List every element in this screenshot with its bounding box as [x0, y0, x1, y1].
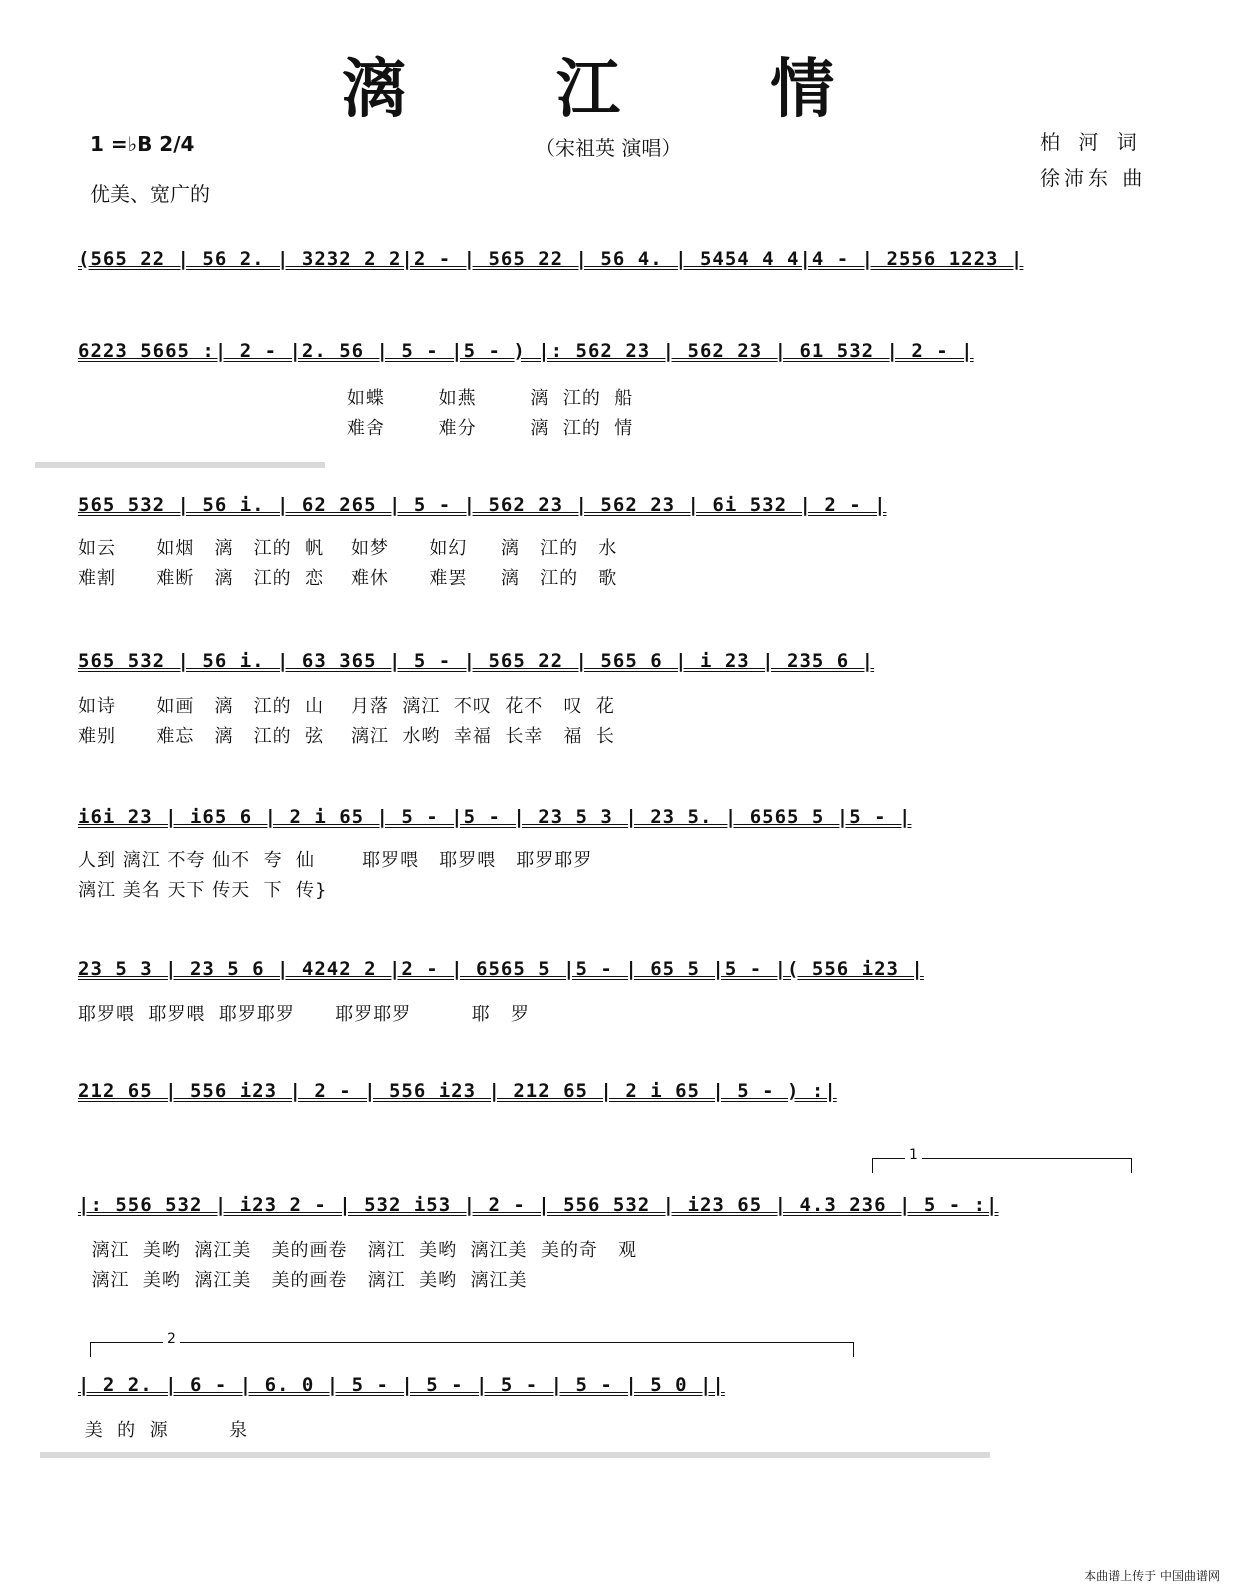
- notation-line: 565 532 | 56 i. | 62 265 | 5 - | 562 23 | 562 23 | 6i 532 | 2 - |: [78, 494, 887, 516]
- lyricist: 柏 河 词: [1040, 130, 1143, 154]
- lyrics-verse-2: 难舍 难分 漓 江的 情: [78, 418, 634, 439]
- notation-line: i6i 23 | i65 6 | 2 i 65 | 5 - |5 - | 23 5 3 | 23 5. | 6565 5 |5 - |: [78, 806, 912, 828]
- notation-line: 565 532 | 56 i. | 63 365 | 5 - | 565 22 | 565 6 | i 23 | 235 6 |: [78, 650, 875, 672]
- lyrics-verse-1: 美 的 源 泉: [78, 1420, 249, 1441]
- volta-number: 1: [905, 1147, 922, 1163]
- lyrics-verse-2: 漓江 美名 天下 传天 下 传}: [78, 880, 328, 901]
- lyrics-verse-1: 耶罗喂 耶罗喂 耶罗耶罗 耶罗耶罗 耶 罗: [78, 1004, 530, 1025]
- notation-line: 6223 5665 :| 2 - |2. 56 | 5 - |5 - ) |: 562 23 | 562 23 | 61 532 | 2 - |: [78, 340, 974, 362]
- lyrics-verse-2: 难别 难忘 漓 江的 弦 漓江 水哟 幸福 长幸 福 长: [78, 726, 615, 747]
- singer: （宋祖英 演唱）: [535, 136, 682, 160]
- notation-line: 23 5 3 | 23 5 6 | 4242 2 |2 - | 6565 5 |5 - | 65 5 |5 - |( 556 i23 |: [78, 958, 924, 980]
- notation-line: (565 22 | 56 2. | 3232 2 2|2 - | 565 22 | 56 4. | 5454 4 4|4 - | 2556 1223 |: [78, 248, 1024, 270]
- lyrics-verse-2: 难割 难断 漓 江的 恋 难休 难罢 漓 江的 歌: [78, 568, 618, 589]
- lyrics-verse-1: 如诗 如画 漓 江的 山 月落 漓江 不叹 花不 叹 花: [78, 696, 615, 717]
- footer-credit: 本曲谱上传于 中国曲谱网: [1084, 1569, 1220, 1583]
- volta-bracket-2: [90, 1331, 854, 1357]
- lyrics-verse-1: 漓江 美哟 漓江美 美的画卷 漓江 美哟 漓江美 美的奇 观: [78, 1240, 638, 1261]
- composer: 徐沛东 曲: [1040, 166, 1147, 190]
- scan-artifact: [35, 462, 325, 468]
- scan-artifact: [40, 1452, 990, 1458]
- lyrics-verse-1: 人到 漓江 不夸 仙不 夸 仙 耶罗喂 耶罗喂 耶罗耶罗: [78, 850, 593, 871]
- key-signature: 1 =♭B 2/4: [90, 132, 195, 156]
- lyrics-verse-1: 如云 如烟 漓 江的 帆 如梦 如幻 漓 江的 水: [78, 538, 618, 559]
- song-title: 漓 江 情: [341, 52, 899, 127]
- notation-line: | 2 2. | 6 - | 6. 0 | 5 - | 5 - | 5 - | 5 - | 5 0 ||: [78, 1374, 725, 1396]
- lyrics-verse-1: 如蝶 如燕 漓 江的 船: [78, 388, 634, 409]
- notation-line: 212 65 | 556 i23 | 2 - | 556 i23 | 212 65 | 2 i 65 | 5 - ) :|: [78, 1080, 837, 1102]
- notation-line: |: 556 532 | i23 2 - | 532 i53 | 2 - | 556 532 | i23 65 | 4.3 236 | 5 - :|: [78, 1194, 999, 1216]
- volta-number: 2: [163, 1331, 180, 1347]
- volta-bracket-1: [872, 1147, 1132, 1173]
- lyrics-verse-2: 漓江 美哟 漓江美 美的画卷 漓江 美哟 漓江美: [78, 1270, 528, 1291]
- tempo-marking: 优美、宽广的: [90, 182, 210, 206]
